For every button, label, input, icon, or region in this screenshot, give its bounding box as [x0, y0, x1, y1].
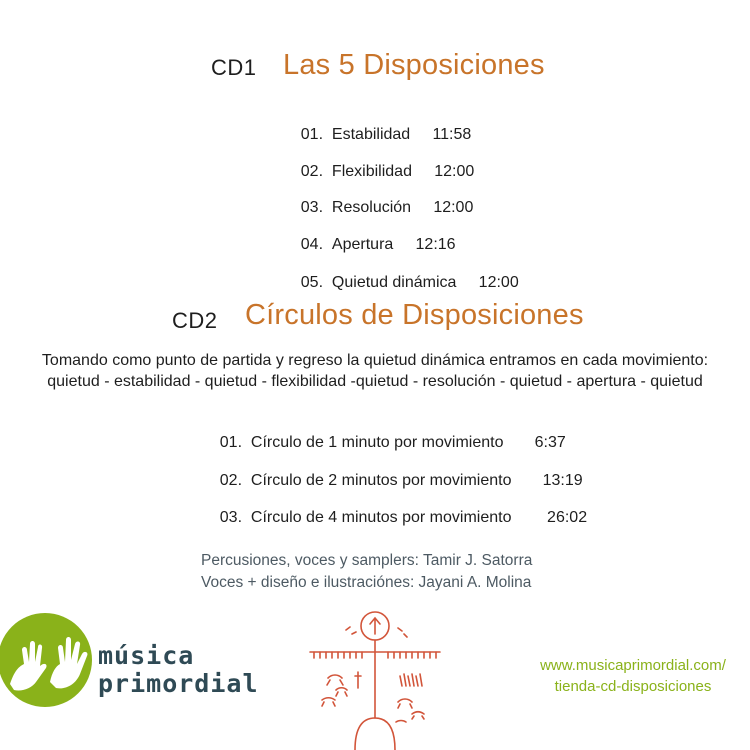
track-duration: 12:16	[415, 236, 456, 253]
track-name: Círculo de 4 minutos por movimiento	[250, 509, 512, 526]
hands-circle-icon	[0, 612, 95, 712]
logo-text	[98, 642, 259, 698]
track-number: 01.	[219, 434, 243, 451]
credits	[201, 550, 532, 594]
track-duration: 13:19	[542, 472, 583, 489]
description-line: Tomando como punto de partida y regreso la quietud dinámica entramos en cada movimiento:	[41, 352, 709, 369]
track-duration: 11:58	[432, 126, 472, 143]
track-number: 02.	[219, 472, 243, 489]
website-line[interactable]: www.musicaprimordial.com/	[540, 657, 726, 674]
track-name: Círculo de 2 minutos por movimiento	[250, 472, 512, 489]
musica-primordial-logo	[0, 612, 259, 712]
track-duration: 26:02	[547, 509, 588, 526]
logo-line: primordial	[98, 669, 259, 698]
track-number: 04.	[300, 236, 324, 253]
track-number: 01.	[300, 126, 324, 143]
track-duration: 12:00	[434, 163, 475, 180]
rock-art-figure-icon	[300, 606, 450, 750]
track-name: Apertura	[331, 236, 394, 253]
credits-line: Percusiones, voces y samplers: Tamir J. Satorra	[201, 552, 533, 569]
track-name: Flexibilidad	[331, 163, 412, 180]
track-number: 02.	[300, 163, 324, 180]
cd1-title: Las 5 Disposiciones	[283, 49, 545, 81]
track-duration: 12:00	[433, 199, 474, 216]
track-name: Resolución	[331, 199, 412, 216]
track-name: Círculo de 1 minuto por movimiento	[250, 434, 504, 451]
track-number: 03.	[300, 199, 324, 216]
logo-line: música	[98, 641, 195, 670]
website-link[interactable]	[520, 655, 746, 697]
cd2-title: Círculos de Disposiciones	[245, 299, 584, 331]
website-line[interactable]: tienda-cd-disposiciones	[554, 678, 712, 695]
cd1-label: CD1	[211, 55, 257, 80]
track-number: 05.	[300, 274, 324, 291]
cd2-description	[0, 350, 750, 392]
track-list-item	[202, 491, 587, 545]
cd2-label: CD2	[172, 308, 218, 333]
track-duration: 6:37	[534, 434, 566, 451]
credits-line: Voces + diseño e ilustraciónes: Jayani A. Molina	[201, 574, 532, 591]
description-line: quietud - estabilidad - quietud - flexibilidad -quietud - resolución - quietud - apertura - quietud	[47, 373, 703, 390]
track-duration: 12:00	[478, 274, 519, 291]
track-name: Estabilidad	[331, 126, 411, 143]
track-number: 03.	[219, 509, 243, 526]
track-name: Quietud dinámica	[331, 274, 457, 291]
